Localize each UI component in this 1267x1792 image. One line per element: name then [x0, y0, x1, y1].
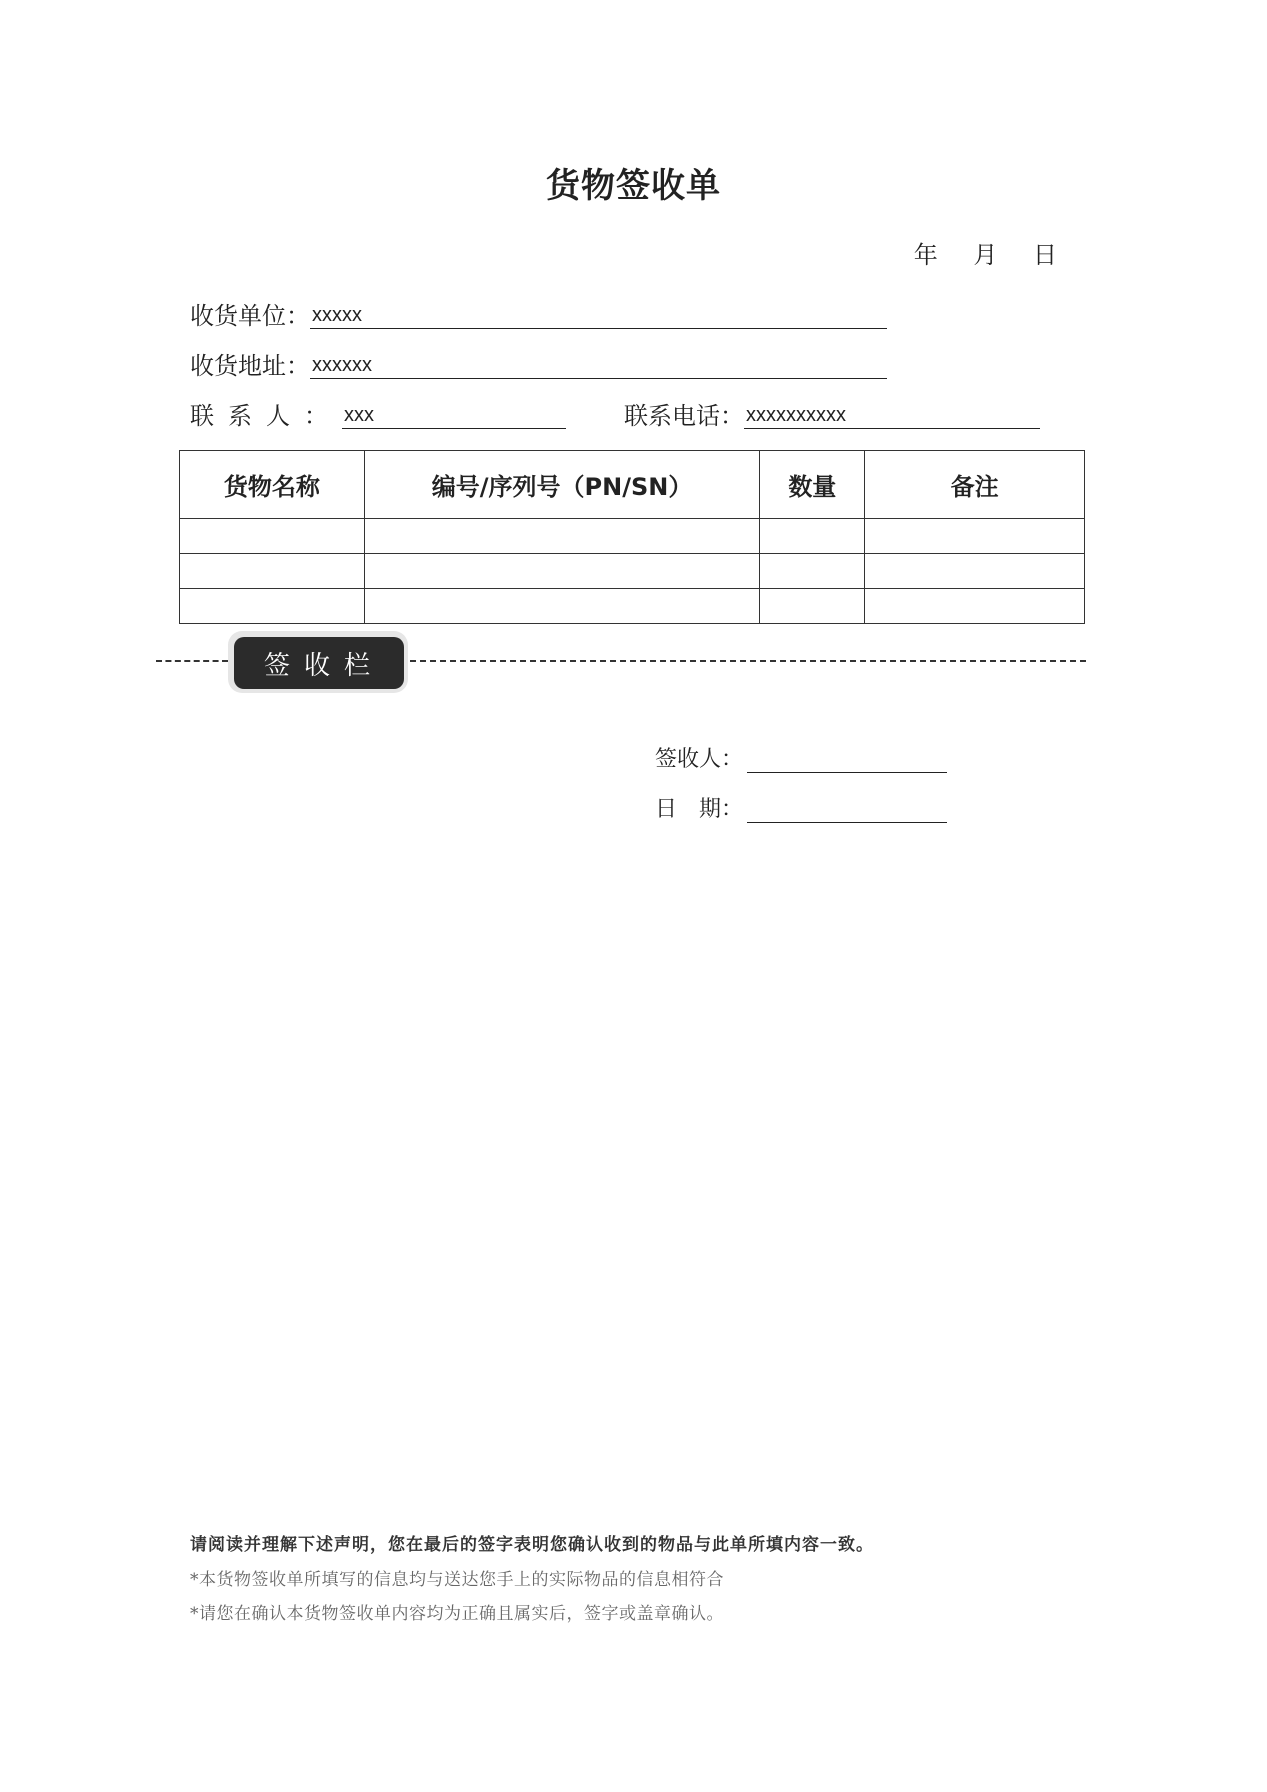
contact-phone-field [624, 396, 1040, 431]
table-cell[interactable] [180, 554, 365, 589]
signer-label: 签收人： [655, 747, 744, 772]
table-cell[interactable] [865, 554, 1085, 589]
goods-table [179, 450, 1085, 624]
sign-date-line[interactable] [747, 798, 947, 823]
header-goods-name: 货物名称 [180, 451, 365, 519]
table-cell[interactable] [364, 589, 760, 624]
header-remarks: 备注 [865, 451, 1085, 519]
dashed-divider-right [410, 660, 1086, 662]
declaration-notes [190, 1530, 874, 1633]
page-title: 货物签收单 [546, 166, 721, 206]
contact-person-value[interactable]: xxx [342, 402, 566, 429]
receiving-address-field [190, 346, 887, 381]
table-cell[interactable] [364, 554, 760, 589]
table-cell[interactable] [760, 589, 865, 624]
table-cell[interactable] [760, 519, 865, 554]
sign-section-badge: 签收栏 [234, 637, 404, 689]
table-row [180, 589, 1085, 624]
table-cell[interactable] [180, 589, 365, 624]
dashed-divider-left [156, 660, 228, 662]
table-row [180, 519, 1085, 554]
signer-line[interactable] [747, 748, 947, 773]
signer-field [655, 742, 947, 773]
declaration-item: *本货物签收单所填写的信息均与送达您手上的实际物品的信息相符合 [190, 1570, 724, 1590]
contact-phone-value[interactable]: xxxxxxxxxx [744, 402, 1040, 429]
contact-person-field [190, 396, 566, 431]
table-cell[interactable] [180, 519, 365, 554]
table-header-row [180, 451, 1085, 519]
table-cell[interactable] [364, 519, 760, 554]
receiving-unit-label: 收货单位： [190, 302, 310, 330]
table-cell[interactable] [760, 554, 865, 589]
receiving-unit-value[interactable]: xxxxx [310, 302, 887, 329]
declaration-item: *请您在确认本货物签收单内容均为正确且属实后，签字或盖章确认。 [190, 1604, 724, 1624]
contact-person-label: 联系人： [190, 402, 342, 430]
table-row [180, 554, 1085, 589]
date-line: 年 月 日 [913, 241, 1071, 269]
contact-phone-label: 联系电话： [624, 402, 744, 430]
receiving-unit-field [190, 296, 887, 331]
header-quantity: 数量 [760, 451, 865, 519]
receiving-address-value[interactable]: xxxxxx [310, 352, 887, 379]
table-cell[interactable] [865, 589, 1085, 624]
sign-date-field [655, 792, 947, 823]
header-serial-number: 编号/序列号（PN/SN） [364, 451, 760, 519]
table-cell[interactable] [865, 519, 1085, 554]
declaration-lead: 请阅读并理解下述声明，您在最后的签字表明您确认收到的物品与此单所填内容一致。 [190, 1535, 874, 1555]
receiving-address-label: 收货地址： [190, 352, 310, 380]
sign-date-label: 日 期： [655, 797, 744, 822]
